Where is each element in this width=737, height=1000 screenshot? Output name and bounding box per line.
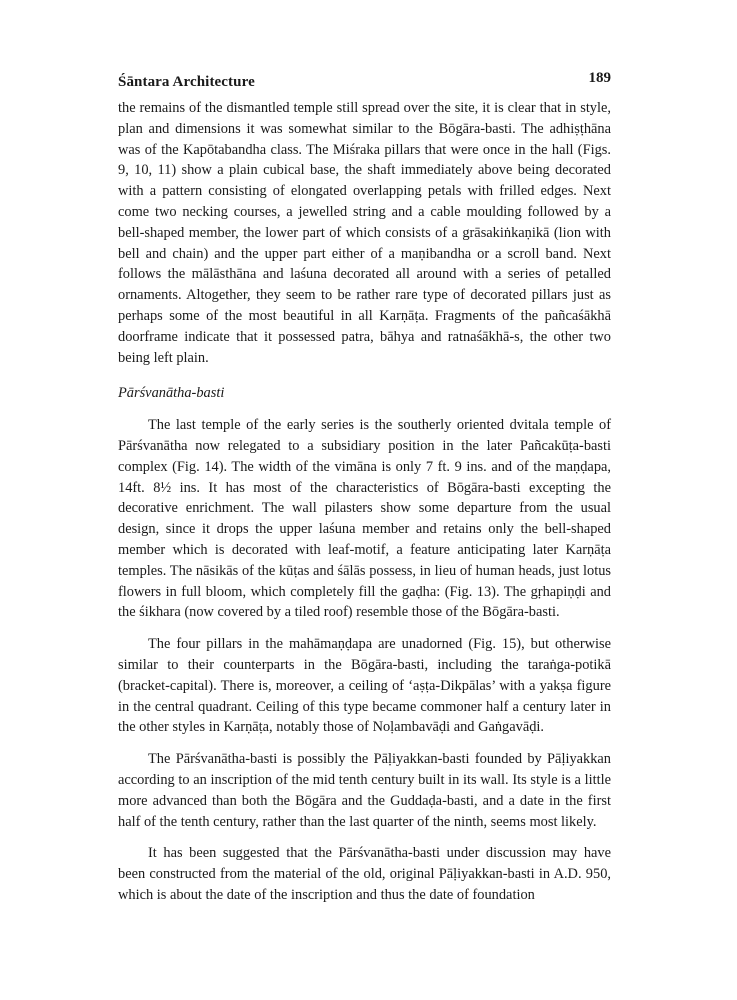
paragraph-continuation: the remains of the dismantled temple still spread over the site, it is clear that in style, plan and dimensions it was somewhat similar to the Bōgāra-basti. The adhiṣṭhāna was of the Kapōtabandha class. The Miśraka pillars that were once in the hall (Figs. 9, 10, 11) show a plain cubical base, the shaft immediately above being decorated with a pattern consisting of elongated overlapping petals with frilled edges. Next come two necking courses, a jewelled string and a cable moulding followed by a bell-shaped member, the lower part of which consists of a grāsakiṅkaṇikā (lion with bell and chain) and the upper part either of a maṇibandha or a scroll band. Next follows the mālāsthāna and laśuna decorated all around with a series of petalled ornaments. Altogether, they seem to be rather rare type of decorated pillars just as perhaps some of the most beautiful in all Karṇāṭa. Fragments of the pañcaśākhā doorframe indicate that it possessed patra, bāhya and ratnaśākhā-s, the other two being left plain. xyxy=(118,100,611,366)
page-number: 189 xyxy=(588,70,611,86)
page-header xyxy=(118,70,611,94)
running-title: Śāntara Architecture xyxy=(118,74,255,90)
paragraph: The Pārśvanātha-basti is possibly the Pāḷiyakkan-basti founded by Pāḷiyakkan according to an inscription of the mid tenth century built in its wall. Its style is a little more advanced than both the Bōgāra and the Guddaḍa-basti, and a date in the first half of the tenth century, rather than the last quarter of the ninth, seems most likely. xyxy=(118,751,611,830)
body-text xyxy=(118,98,611,906)
paragraph: The last temple of the early series is the southerly oriented dvitala temple of Pārśvanātha now relegated to a subsidiary position in the later Pañcakūṭa-basti complex (Fig. 14). The width of the vimāna is only 7 ft. 9 ins. and of the maṇḍapa, 14ft. 8½ ins. It has most of the characteristics of Bōgāra-basti excepting the decorative enrichment. The wall pilasters show some departure from the usual design, since it drops the upper laśuna member and retains only the bell-shaped member which is decorated with leaf-motif, a feature anticipating later Karṇāṭa temples. The nāsikās of the kūṭas and śālās possess, in lieu of human heads, just lotus flowers in full bloom, which completely fill the gaḍha: (Fig. 13). The gṛhapiṇḍi and the śikhara (now covered by a tiled roof) resemble those of the Bōgāra-basti. xyxy=(118,417,611,621)
paragraph: The four pillars in the mahāmaṇḍapa are unadorned (Fig. 15), but otherwise similar to their counterparts in the Bōgāra-basti, including the taraṅga-potikā (bracket-capital). There is, moreover, a ceiling of ‘aṣṭa-Dikpālas’ with a yakṣa figure in the central quadrant. Ceiling of this type became commoner half a century later in the other styles in Karṇāṭa, notably those of Noḷambavāḍi and Gaṅgavāḍi. xyxy=(118,636,611,736)
paragraph: It has been suggested that the Pārśvanātha-basti under discussion may have been constructed from the material of the old, original Pāḷiyakkan-basti in A.D. 950, which is about the date of the inscription and thus the date of foundation xyxy=(118,845,611,903)
section-heading: Pārśvanātha-basti xyxy=(118,385,225,402)
